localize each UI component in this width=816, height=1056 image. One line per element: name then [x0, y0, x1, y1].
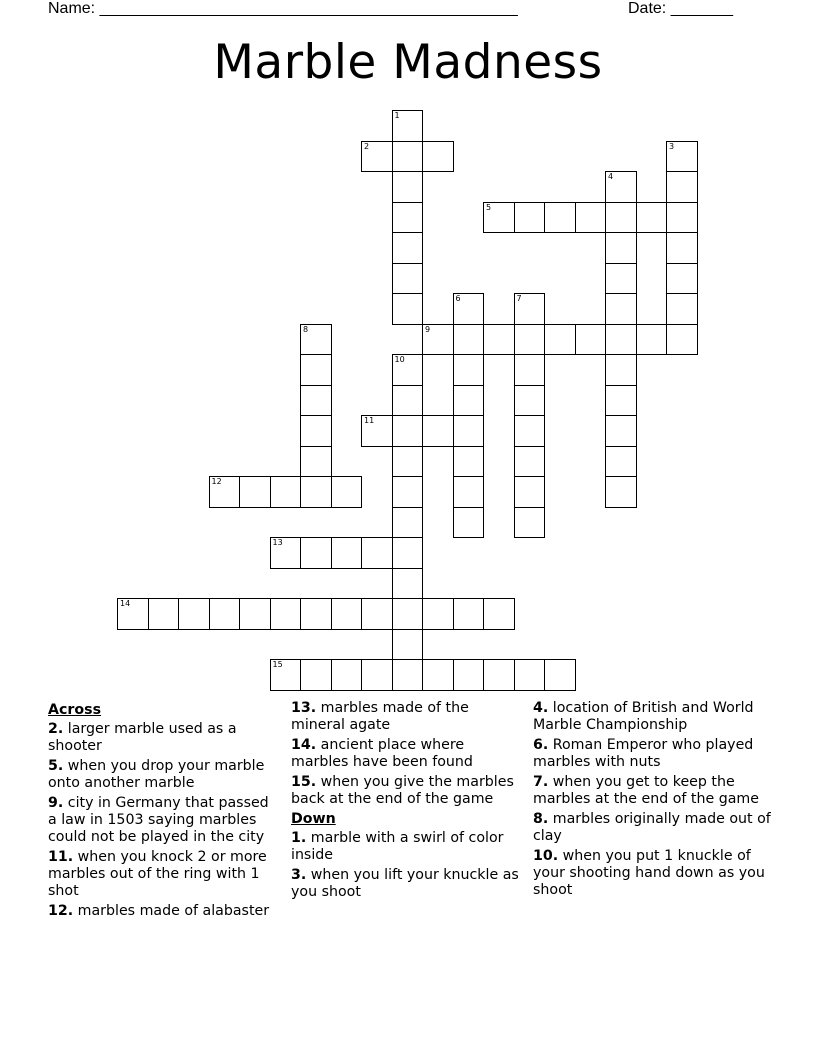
crossword-cell[interactable] [453, 324, 485, 356]
name-line: Name: _______________________________________________ [48, 0, 518, 17]
crossword-cell[interactable] [544, 202, 576, 234]
crossword-cell[interactable] [483, 598, 515, 630]
across-clue: 12. marbles made of alabaster [48, 903, 270, 919]
crossword-cell[interactable] [392, 171, 424, 203]
crossword-cell[interactable] [453, 598, 485, 630]
crossword-cell[interactable] [422, 324, 454, 356]
crossword-cell[interactable] [605, 202, 637, 234]
across-clue: 13. marbles made of the mineral agate [291, 700, 469, 733]
crossword-cell[interactable] [270, 537, 302, 569]
crossword-cell[interactable] [300, 385, 332, 417]
crossword-cell[interactable] [453, 507, 485, 539]
crossword-cell[interactable] [361, 415, 393, 447]
crossword-cell[interactable] [544, 324, 576, 356]
crossword-cell[interactable] [361, 537, 393, 569]
page-title: Marble Madness [213, 35, 603, 90]
clues-column-3 [533, 700, 773, 902]
down-clue: 3. when you lift your knuckle as you shoot [291, 867, 519, 900]
across-clue: 9. city in Germany that passed a law in 1503 saying marbles could not be played in the city [48, 795, 269, 845]
crossword-cell[interactable] [422, 415, 454, 447]
crossword-cell[interactable] [392, 232, 424, 264]
crossword-cell[interactable] [453, 446, 485, 478]
date-line: Date: _______ [628, 0, 733, 17]
clue-number: 4 [608, 172, 614, 181]
clue-number: 15 [272, 660, 283, 669]
crossword-cell[interactable] [514, 385, 546, 417]
crossword-cell[interactable] [605, 446, 637, 478]
crossword-cell[interactable] [392, 537, 424, 569]
crossword-cell[interactable] [575, 324, 607, 356]
crossword-cell[interactable] [514, 354, 546, 386]
across-clue: 11. when you knock 2 or more marbles out of the ring with 1 shot [48, 849, 267, 899]
crossword-cell[interactable] [575, 202, 607, 234]
crossword-cell[interactable] [392, 629, 424, 661]
crossword-cell[interactable] [666, 324, 698, 356]
clue-number: 5 [486, 202, 492, 212]
clue-number: 1 [394, 111, 400, 120]
crossword-cell[interactable] [392, 385, 424, 417]
crossword-cell[interactable] [605, 354, 637, 386]
crossword-cell[interactable] [148, 598, 180, 630]
crossword-cell[interactable] [392, 141, 424, 173]
crossword-cell[interactable] [605, 263, 637, 295]
crossword-cell[interactable] [453, 476, 485, 508]
crossword-cell[interactable] [300, 659, 332, 691]
crossword-cell[interactable] [331, 598, 363, 630]
crossword-cell[interactable] [300, 324, 332, 356]
clue-number: 13 [272, 538, 283, 547]
crossword-cell[interactable] [392, 110, 424, 142]
clue-number: 3 [669, 141, 675, 151]
crossword-cell[interactable] [422, 659, 454, 691]
crossword-cell[interactable] [392, 263, 424, 295]
crossword-cell[interactable] [422, 598, 454, 630]
crossword-cell[interactable] [300, 537, 332, 569]
crossword-cell[interactable] [300, 415, 332, 447]
crossword-cell[interactable] [666, 263, 698, 295]
crossword-cell[interactable] [605, 415, 637, 447]
crossword-cell[interactable] [300, 598, 332, 630]
crossword-cell[interactable] [392, 202, 424, 234]
crossword-cell[interactable] [392, 507, 424, 539]
crossword-cell[interactable] [392, 598, 424, 630]
down-clue: 6. Roman Emperor who played marbles with nuts [533, 737, 754, 770]
crossword-cell[interactable] [636, 202, 668, 234]
clues-column-2 [291, 700, 519, 904]
crossword-cell[interactable] [239, 476, 271, 508]
crossword-cell[interactable] [453, 293, 485, 325]
crossword-cell[interactable] [666, 141, 698, 173]
crossword-cell[interactable] [514, 507, 546, 539]
crossword-cell[interactable] [178, 598, 210, 630]
clue-number: 8 [303, 324, 309, 334]
crossword-cell[interactable] [300, 446, 332, 478]
crossword-cell[interactable] [331, 537, 363, 569]
clue-number: 9 [425, 324, 431, 334]
crossword-cell[interactable] [483, 659, 515, 691]
across-clue: 5. when you drop your marble onto another marble [48, 758, 265, 791]
crossword-cell[interactable] [270, 598, 302, 630]
crossword-cell[interactable] [514, 202, 546, 234]
crossword-cell[interactable] [209, 598, 241, 630]
crossword-cell[interactable] [331, 659, 363, 691]
crossword-cell[interactable] [666, 293, 698, 325]
across-heading: Across [48, 702, 102, 718]
crossword-cell[interactable] [392, 293, 424, 325]
crossword-cell[interactable] [392, 568, 424, 600]
crossword-cell[interactable] [392, 446, 424, 478]
crossword-cell[interactable] [605, 171, 637, 203]
crossword-cell[interactable] [605, 232, 637, 264]
down-clue: 8. marbles originally made out of clay [533, 811, 771, 844]
crossword-cell[interactable] [666, 232, 698, 264]
down-clue: 4. location of British and World Marble Championship [533, 700, 754, 733]
clues-column-1 [48, 700, 276, 923]
crossword-cell[interactable] [209, 476, 241, 508]
crossword-cell[interactable] [453, 354, 485, 386]
crossword-cell[interactable] [392, 354, 424, 386]
crossword-cell[interactable] [392, 659, 424, 691]
down-heading: Down [291, 811, 336, 827]
clue-number: 2 [364, 141, 370, 151]
crossword-cell[interactable] [361, 598, 393, 630]
crossword-cell[interactable] [453, 659, 485, 691]
crossword-cell[interactable] [666, 171, 698, 203]
across-clue: 15. when you give the marbles back at the end of the game [291, 774, 514, 807]
crossword-cell[interactable] [239, 598, 271, 630]
clue-number: 11 [364, 416, 375, 425]
crossword-cell[interactable] [605, 293, 637, 325]
crossword-cell[interactable] [392, 415, 424, 447]
crossword-cell[interactable] [605, 324, 637, 356]
crossword-cell[interactable] [483, 202, 515, 234]
crossword-cell[interactable] [392, 476, 424, 508]
crossword-cell[interactable] [636, 324, 668, 356]
down-clue: 10. when you put 1 knuckle of your shooting hand down as you shoot [533, 848, 765, 898]
across-clue: 14. ancient place where marbles have been found [291, 737, 473, 770]
crossword-cell[interactable] [361, 659, 393, 691]
down-clue: 7. when you get to keep the marbles at the end of the game [533, 774, 759, 807]
crossword-cell[interactable] [453, 415, 485, 447]
crossword-cell[interactable] [300, 354, 332, 386]
clue-number: 12 [211, 477, 222, 486]
crossword-cell[interactable] [514, 659, 546, 691]
crossword-cell[interactable] [514, 415, 546, 447]
crossword-cell[interactable] [544, 659, 576, 691]
crossword-cell[interactable] [605, 385, 637, 417]
clue-number: 14 [120, 599, 131, 608]
crossword-cell[interactable] [117, 598, 149, 630]
crossword-cell[interactable] [361, 141, 393, 173]
clue-number: 10 [394, 355, 405, 364]
crossword-cell[interactable] [605, 476, 637, 508]
crossword-cell[interactable] [514, 293, 546, 325]
crossword-cell[interactable] [514, 476, 546, 508]
down-clue: 1. marble with a swirl of color inside [291, 830, 504, 863]
crossword-cell[interactable] [331, 476, 363, 508]
crossword-cell[interactable] [300, 476, 332, 508]
clue-number: 7 [516, 294, 522, 303]
crossword-cell[interactable] [666, 202, 698, 234]
crossword-cell[interactable] [514, 324, 546, 356]
crossword-cell[interactable] [514, 446, 546, 478]
crossword-cell[interactable] [270, 659, 302, 691]
crossword-cell[interactable] [422, 141, 454, 173]
clue-number: 6 [455, 294, 461, 303]
across-clue: 2. larger marble used as a shooter [48, 721, 237, 754]
crossword-cell[interactable] [453, 385, 485, 417]
crossword-cell[interactable] [270, 476, 302, 508]
crossword-cell[interactable] [483, 324, 515, 356]
